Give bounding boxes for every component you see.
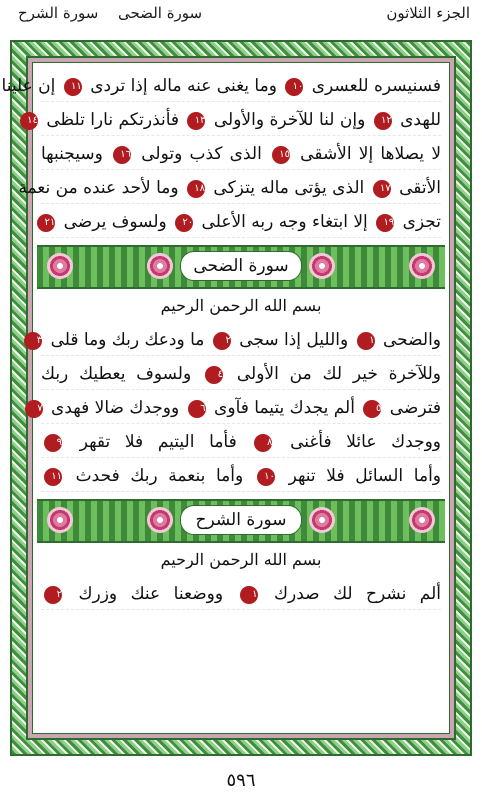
verse-line	[41, 579, 441, 610]
ayah-marker: ١٧	[373, 180, 391, 198]
ayah-marker: ١٠	[285, 78, 303, 96]
page-frame	[1, 40, 472, 756]
rose-ornament	[409, 253, 435, 279]
verse-text: الأتقى	[399, 178, 441, 198]
ayah-marker: ٨	[254, 434, 272, 452]
verse-text: وللآخرة خير لك من الأولى	[236, 364, 442, 384]
verse-text: لا يصلاها إلا الأشقى	[300, 144, 442, 164]
verse-text: والليل إذا سجى	[239, 330, 349, 350]
frame-inner-border	[1, 56, 456, 740]
verse-line	[41, 359, 441, 390]
verse-text: وما يغنى عنه ماله إذا تردى	[90, 76, 277, 96]
verse-line	[41, 461, 441, 492]
surah-title: سورة الشرح	[180, 505, 302, 535]
verse-text: فترضى	[389, 398, 441, 418]
verse-text: وما لأحد عنده من نعمة	[18, 178, 179, 198]
verse-line	[41, 427, 441, 458]
ayah-marker: ٢٠	[175, 214, 193, 232]
surah-name-left: سورة الشرح	[18, 4, 99, 22]
rose-ornament	[309, 253, 335, 279]
ayah-marker: ٢	[44, 586, 62, 604]
rose-ornament	[47, 253, 73, 279]
verse-line	[27, 105, 441, 136]
verse-line	[37, 393, 441, 424]
verse-text: وسيجنبها	[41, 144, 103, 164]
ayah-marker: ٣	[24, 332, 42, 350]
verse-line	[36, 325, 441, 356]
verse-text: فأما اليتيم فلا تقهر	[79, 432, 237, 452]
surah-name-right: سورة الضحى	[118, 4, 203, 22]
verse-text: وأما بنعمة ربك فحدث	[75, 466, 244, 486]
basmala: بسم الله الرحمن الرحيم	[160, 550, 322, 569]
verse-text: فسنيسره للعسرى	[311, 76, 441, 96]
ayah-marker: ٩	[44, 434, 62, 452]
verse-text: ألم نشرح لك صدرك	[274, 584, 442, 604]
ayah-marker: ١	[240, 586, 258, 604]
verse-text: وأما السائل فلا تنهر	[288, 466, 441, 486]
juz-label: الجزء الثلاثون	[386, 4, 470, 22]
verse-text: الذى يؤتى ماله يتزكى	[213, 178, 365, 198]
verse-text: والضحى	[383, 330, 441, 350]
verse-line	[18, 173, 441, 204]
page-number: ٥٩٦	[226, 770, 256, 791]
ayah-marker: ١٦	[113, 146, 131, 164]
ayah-marker: ١٥	[272, 146, 290, 164]
ayah-marker: ٦	[188, 400, 206, 418]
verse-text: تجزى	[402, 212, 441, 232]
surah-title: سورة الضحى	[180, 251, 302, 281]
ayah-marker: ٧	[25, 400, 43, 418]
ayah-marker: ١٤	[20, 112, 38, 130]
verse-text: ألم يجدك يتيما فآوى	[214, 398, 355, 418]
verse-text: فأنذرتكم نارا تلظى	[46, 110, 180, 130]
verse-text: إن علينا	[1, 76, 56, 96]
ayah-marker: ٢	[213, 332, 231, 350]
ayah-marker: ١٩	[376, 214, 394, 232]
basmala: بسم الله الرحمن الرحيم	[160, 296, 322, 315]
verse-text: ووضعنا عنك وزرك	[78, 584, 224, 604]
ayah-marker: ١٢	[374, 112, 392, 130]
ayah-marker: ٥	[363, 400, 381, 418]
ayah-marker: ١٨	[187, 180, 205, 198]
rose-ornament	[147, 507, 173, 533]
ayah-marker: ١١	[64, 78, 82, 96]
rose-ornament	[47, 507, 73, 533]
verse-text: ولسوف يعطيك ربك	[41, 364, 192, 384]
verse-text: ما ودعك ربك وما قلى	[50, 330, 205, 350]
ayah-marker: ١١	[44, 468, 62, 486]
verse-text: للهدى	[400, 110, 441, 130]
ayah-marker: ١٣	[187, 112, 205, 130]
verse-text: ووجدك عائلا فأغنى	[290, 432, 442, 452]
verse-line	[41, 139, 441, 170]
page-paper	[1, 62, 450, 734]
rose-ornament	[147, 253, 173, 279]
verse-text: ولسوف يرضى	[63, 212, 167, 232]
verse-line	[1, 71, 441, 102]
verse-text: الذى كذب وتولى	[141, 144, 262, 164]
rose-ornament	[409, 507, 435, 533]
ayah-marker: ١٠	[257, 468, 275, 486]
rose-ornament	[309, 507, 335, 533]
ayah-marker: ٤	[205, 366, 223, 384]
surah-banner	[37, 499, 445, 543]
ayah-marker: ١	[357, 332, 375, 350]
surah-banner	[37, 245, 445, 289]
verse-text: وإن لنا للآخرة والأولى	[213, 110, 366, 130]
verse-line	[41, 207, 441, 238]
verse-text: ووجدك ضالا فهدى	[51, 398, 180, 418]
verse-text: إلا ابتغاء وجه ربه الأعلى	[201, 212, 368, 232]
ayah-marker: ٢١	[37, 214, 55, 232]
